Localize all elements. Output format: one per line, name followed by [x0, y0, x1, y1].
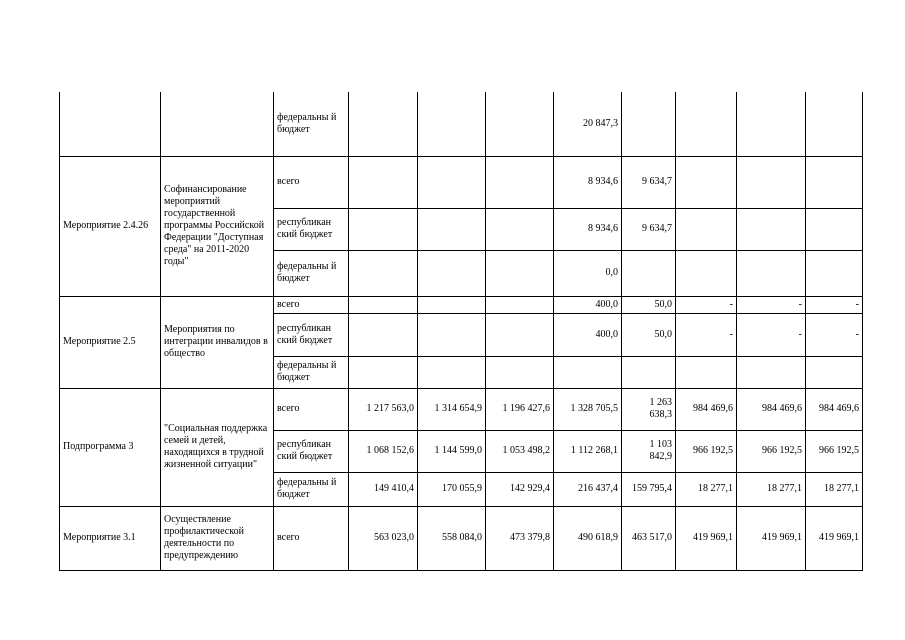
value-cell [349, 296, 418, 313]
value-cell: 966 192,5 [806, 430, 863, 472]
value-cell: 490 618,9 [554, 506, 622, 570]
value-cell: 149 410,4 [349, 472, 418, 506]
funding-source: всего [274, 506, 349, 570]
value-cell: 1 263 638,3 [622, 388, 676, 430]
value-cell [418, 356, 486, 388]
value-cell: - [676, 313, 737, 356]
row-name: Мероприятие 2.4.26 [60, 156, 161, 296]
table-row [60, 92, 863, 156]
value-cell [486, 313, 554, 356]
value-cell: 1 314 654,9 [418, 388, 486, 430]
value-cell: 8 934,6 [554, 208, 622, 250]
value-cell: 419 969,1 [806, 506, 863, 570]
value-cell: 558 084,0 [418, 506, 486, 570]
value-cell: 1 328 705,5 [554, 388, 622, 430]
funding-source: федеральны й бюджет [274, 92, 349, 156]
value-cell: 170 055,9 [418, 472, 486, 506]
value-cell [418, 92, 486, 156]
value-cell [418, 208, 486, 250]
value-cell: 1 217 563,0 [349, 388, 418, 430]
value-cell: 18 277,1 [806, 472, 863, 506]
row-name: Мероприятие 3.1 [60, 506, 161, 570]
value-cell: 216 437,4 [554, 472, 622, 506]
value-cell [676, 208, 737, 250]
funding-source: всего [274, 388, 349, 430]
row-description [161, 92, 274, 156]
value-cell [418, 313, 486, 356]
value-cell: 18 277,1 [676, 472, 737, 506]
value-cell: 8 934,6 [554, 156, 622, 208]
funding-source: всего [274, 156, 349, 208]
budget-table [59, 92, 863, 571]
value-cell: 419 969,1 [676, 506, 737, 570]
funding-source: республикан ский бюджет [274, 208, 349, 250]
value-cell: 50,0 [622, 313, 676, 356]
value-cell: 419 969,1 [737, 506, 806, 570]
funding-source: республикан ский бюджет [274, 430, 349, 472]
value-cell: - [806, 296, 863, 313]
value-cell [554, 356, 622, 388]
value-cell: 984 469,6 [806, 388, 863, 430]
value-cell [349, 313, 418, 356]
row-description: Осуществление профилактической деятельности по предупреждению [161, 506, 274, 570]
value-cell: 563 023,0 [349, 506, 418, 570]
value-cell [486, 356, 554, 388]
value-cell: 1 112 268,1 [554, 430, 622, 472]
funding-source: федеральны й бюджет [274, 250, 349, 296]
value-cell [806, 250, 863, 296]
value-cell [486, 250, 554, 296]
value-cell: 400,0 [554, 313, 622, 356]
value-cell [622, 92, 676, 156]
value-cell [418, 250, 486, 296]
row-description: "Социальная поддержка семей и детей, находящихся в трудной жизненной ситуации" [161, 388, 274, 506]
value-cell [737, 156, 806, 208]
funding-source: республикан ский бюджет [274, 313, 349, 356]
value-cell [737, 250, 806, 296]
value-cell [676, 250, 737, 296]
value-cell: - [737, 313, 806, 356]
value-cell [806, 92, 863, 156]
value-cell: - [806, 313, 863, 356]
value-cell [486, 208, 554, 250]
value-cell [349, 250, 418, 296]
value-cell [349, 208, 418, 250]
value-cell [486, 296, 554, 313]
value-cell: 1 068 152,6 [349, 430, 418, 472]
value-cell: 0,0 [554, 250, 622, 296]
table-row [60, 296, 863, 313]
value-cell: 1 144 599,0 [418, 430, 486, 472]
value-cell [418, 296, 486, 313]
value-cell: 1 103 842,9 [622, 430, 676, 472]
value-cell: 966 192,5 [676, 430, 737, 472]
value-cell [676, 356, 737, 388]
value-cell [806, 156, 863, 208]
value-cell: 50,0 [622, 296, 676, 313]
value-cell [418, 156, 486, 208]
value-cell: 159 795,4 [622, 472, 676, 506]
value-cell: 1 053 498,2 [486, 430, 554, 472]
funding-source: федеральны й бюджет [274, 472, 349, 506]
value-cell: 473 379,8 [486, 506, 554, 570]
value-cell: 18 277,1 [737, 472, 806, 506]
row-name: Мероприятие 2.5 [60, 296, 161, 388]
value-cell [737, 208, 806, 250]
value-cell [486, 92, 554, 156]
table-row [60, 156, 863, 208]
value-cell: - [676, 296, 737, 313]
value-cell [349, 92, 418, 156]
value-cell: 9 634,7 [622, 208, 676, 250]
value-cell: 9 634,7 [622, 156, 676, 208]
funding-source: всего [274, 296, 349, 313]
value-cell [349, 156, 418, 208]
row-description: Софинансирование мероприятий государственной программы Российской Федерации "Доступная среда" на 2011-2020 годы" [161, 156, 274, 296]
value-cell: 20 847,3 [554, 92, 622, 156]
value-cell: 984 469,6 [737, 388, 806, 430]
value-cell: 142 929,4 [486, 472, 554, 506]
value-cell: 966 192,5 [737, 430, 806, 472]
value-cell [737, 92, 806, 156]
value-cell: 463 517,0 [622, 506, 676, 570]
value-cell [737, 356, 806, 388]
row-name [60, 92, 161, 156]
value-cell [349, 356, 418, 388]
value-cell: 984 469,6 [676, 388, 737, 430]
table-row [60, 388, 863, 430]
value-cell: 400,0 [554, 296, 622, 313]
value-cell: 1 196 427,6 [486, 388, 554, 430]
value-cell [676, 156, 737, 208]
value-cell [806, 208, 863, 250]
row-name: Подпрограмма 3 [60, 388, 161, 506]
value-cell [622, 250, 676, 296]
value-cell [676, 92, 737, 156]
row-description: Мероприятия по интеграции инвалидов в общество [161, 296, 274, 388]
value-cell: - [737, 296, 806, 313]
value-cell [806, 356, 863, 388]
funding-source: федеральны й бюджет [274, 356, 349, 388]
value-cell [622, 356, 676, 388]
table-row [60, 506, 863, 570]
value-cell [486, 156, 554, 208]
